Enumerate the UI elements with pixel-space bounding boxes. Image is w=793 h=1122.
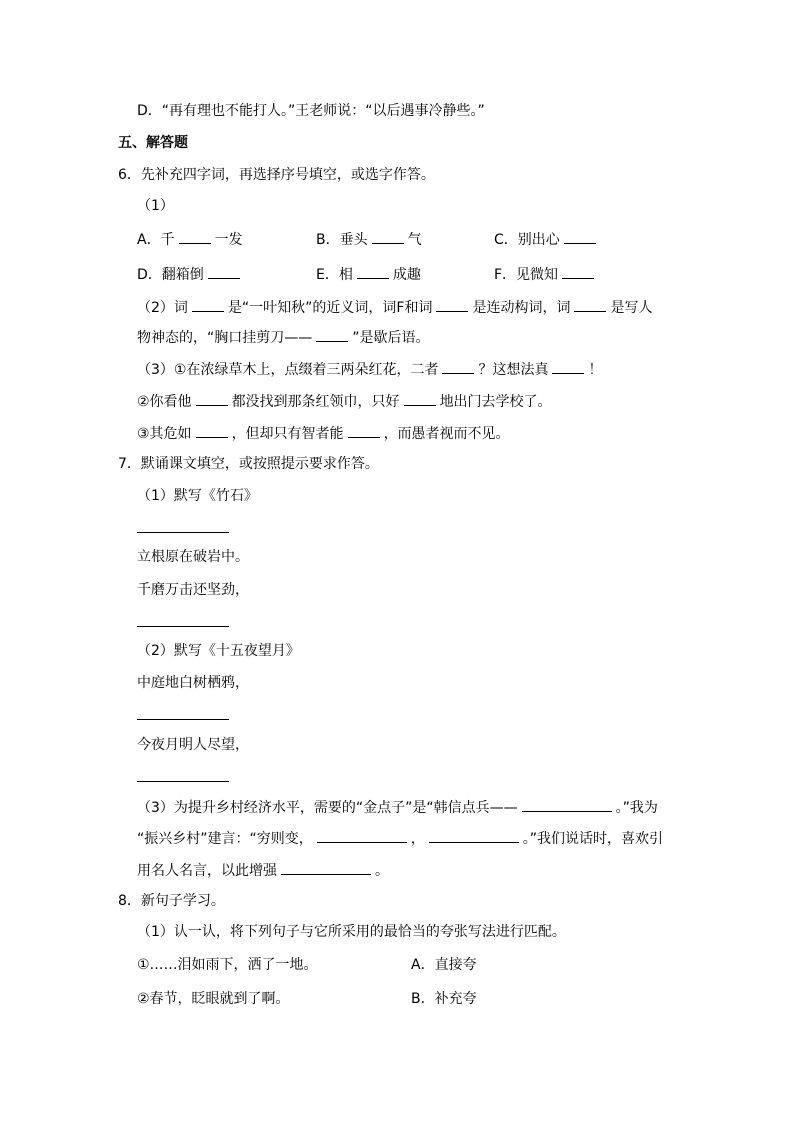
q6-option-b-post: 气 [407, 232, 422, 248]
q7-part3-line3 [137, 860, 389, 881]
q8-sentence-2: ②春节，眨眼就到了啊。 [137, 991, 290, 1007]
q7-part2-label: （2）默写《十五夜望月》 [137, 643, 300, 659]
q7-part3-text-b: 。”我为 [615, 800, 658, 816]
q8-option-b: B．补充夸 [411, 991, 477, 1007]
q8-stem: 8．新句子学习。 [118, 893, 225, 909]
q7-zhushi-line2: 立根原在破岩中。 [137, 549, 249, 565]
q6-option-c [494, 229, 600, 250]
q6-part3-3-text-c: ，而愚者视而不见。 [383, 426, 510, 442]
q6-option-a-post: 一发 [214, 232, 243, 248]
q6-stem: 6．先补充四字词，再选择序号填空，或选字作答。 [118, 167, 435, 183]
q6-part3-2-text-b: 都没找到那条红领巾，只好 [231, 394, 400, 410]
q8-option-a: A．直接夸 [411, 957, 477, 973]
q6-part3-line2 [137, 391, 552, 412]
q7-zhushi-blank-1[interactable] [137, 531, 229, 533]
q6-option-a-blank[interactable] [179, 229, 211, 244]
q7-part1-label: （1）默写《竹石》 [137, 488, 258, 504]
q6-part2-line1 [137, 297, 652, 318]
q6-option-e-post: 成趣 [392, 267, 421, 283]
q6-option-f [494, 264, 598, 285]
q6-option-a [137, 229, 243, 250]
q6-option-e-blank[interactable] [357, 264, 389, 279]
q7-part3-blank-1[interactable] [522, 797, 612, 812]
q6-part3-text-a: （3）①在浓绿草木上，点缀着三两朵红花，二者 [137, 362, 439, 378]
q7-part3-blank-4[interactable] [281, 860, 371, 875]
q6-option-b-blank[interactable] [372, 229, 404, 244]
q6-part3-blank-4[interactable] [404, 391, 436, 406]
section-heading: 五、解答题 [118, 135, 188, 151]
q6-part2-blank-3[interactable] [574, 297, 606, 312]
q6-part3-line3 [137, 423, 510, 444]
q6-part2-blank-1[interactable] [192, 297, 224, 312]
q6-part2-text-a: （2）词 [137, 300, 188, 316]
q6-option-e [316, 264, 421, 285]
q6-part3-3-text-a: ③其危如 [137, 426, 192, 442]
q7-shiwu-line1: 中庭地白树栖鸦， [137, 675, 249, 691]
q7-stem: 7．默诵课文填空，或按照提示要求作答。 [118, 456, 379, 472]
q6-part3-blank-5[interactable] [196, 423, 228, 438]
q7-part3-text-a: （3）为提升乡村经济水平，需要的“金点子”是“韩信点兵—— [137, 800, 518, 816]
q7-part3-line2 [137, 828, 663, 849]
q6-part3-blank-2[interactable] [552, 359, 584, 374]
q6-part2-text-b: 是“一叶知秋”的近义词，词F和词 [227, 300, 433, 316]
q6-part2-line2-text-b: ”是歇后语。 [352, 330, 430, 346]
q6-part2-blank-2[interactable] [436, 297, 468, 312]
q7-zhushi-line3: 千磨万击还坚劲， [137, 582, 249, 598]
q7-part3-3-text-a: 用名人名言，以此增强 [137, 863, 277, 879]
q6-option-f-pre: F．见微知 [494, 267, 559, 283]
q6-part3-blank-3[interactable] [196, 391, 228, 406]
q7-part3-line1 [137, 797, 658, 818]
q6-option-d [137, 264, 244, 285]
q7-part3-3-text-b: 。 [375, 863, 389, 879]
q8-sentence-1: ①……泪如雨下，洒了一地。 [137, 957, 318, 973]
q6-part3-text-b: ？这想法真 [478, 362, 549, 378]
q6-option-d-blank[interactable] [208, 264, 240, 279]
q6-part2-line2 [137, 327, 430, 348]
q6-option-c-pre: C．别出心 [494, 232, 560, 248]
q6-part3-blank-6[interactable] [348, 423, 380, 438]
q6-option-b-pre: B．垂头 [316, 232, 368, 248]
q6-option-a-pre: A．千 [137, 232, 175, 248]
q6-part1-label: （1） [137, 198, 174, 214]
q6-part3-2-text-c: 地出门去学校了。 [439, 394, 552, 410]
q6-option-b [316, 229, 422, 250]
q6-part3-blank-1[interactable] [442, 359, 474, 374]
q6-part3-line1 [137, 359, 602, 380]
q6-part2-text-d: 是写人 [610, 300, 653, 316]
q6-option-d-pre: D．翻箱倒 [137, 267, 204, 283]
q7-part3-2-text-b: ， [410, 831, 425, 847]
q7-part3-blank-3[interactable] [429, 828, 519, 843]
q7-shiwu-blank-1[interactable] [137, 718, 229, 720]
q6-part3-2-text-a: ②你看他 [137, 394, 192, 410]
q6-part3-3-text-b: ，但却只有智者能 [231, 426, 344, 442]
q6-part2-text-c: 是连动构词，词 [472, 300, 571, 316]
q7-part3-2-text-c: 。”我们说话时，喜欢引 [522, 831, 664, 847]
q6-part2-line2-text-a: 物神态的，“胸口挂剪刀—— [137, 330, 313, 346]
q6-part3-text-c: ！ [588, 362, 603, 378]
q6-option-c-blank[interactable] [564, 229, 596, 244]
option-d-text: D．“再有理也不能打人。”王老师说：“以后遇事冷静些。” [137, 103, 485, 119]
q6-option-f-blank[interactable] [562, 264, 594, 279]
q7-part3-2-text-a: “振兴乡村”建言：“穷则变， [137, 831, 313, 847]
q7-shiwu-line3: 今夜月明人尽望， [137, 737, 249, 753]
q7-zhushi-blank-2[interactable] [137, 625, 229, 627]
q7-shiwu-blank-2[interactable] [137, 780, 229, 782]
q6-part2-blank-4[interactable] [316, 327, 348, 342]
q7-part3-blank-2[interactable] [317, 828, 407, 843]
q8-part1-label: （1）认一认，将下列句子与它所采用的最恰当的夸张写法进行匹配。 [137, 924, 566, 940]
q6-option-e-pre: E．相 [316, 267, 353, 283]
